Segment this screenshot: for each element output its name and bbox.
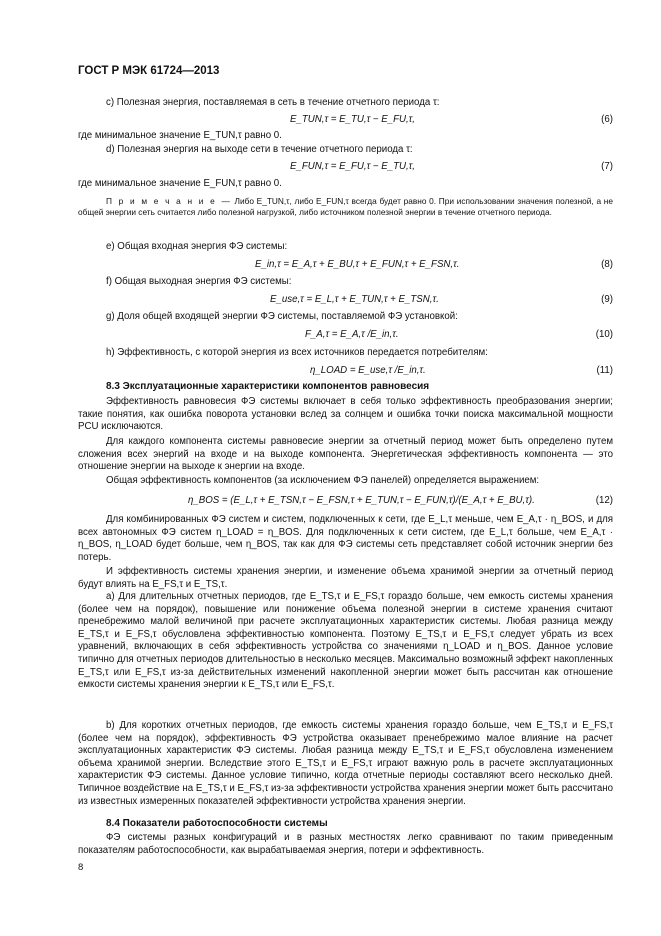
page-number: 8 xyxy=(78,862,84,873)
note xyxy=(78,196,613,218)
equation-6: E_TUN,τ = E_TU,τ − E_FU,τ, xyxy=(290,114,416,125)
note-text: Либо E_TUN,τ, либо E_FUN,τ всегда будет равно 0. При использовании значения полезной, а не общей энергии сеть считается либо полезной нагрузкой, либо источником полезной энергии в течение отчетного периода. xyxy=(78,196,613,217)
paragraph-5: И эффективность системы хранения энергии, и изменение объема хранимой энергии за отчетный период будут влиять на E_FS,τ и E_TS,τ. xyxy=(78,566,613,590)
where-7: где минимальное значение E_FUN,τ равно 0. xyxy=(78,178,282,189)
paragraph-8: ФЭ системы разных конфигураций и в разных местностях легко сравнивают по таким приведенным показателям работоспособности, как вырабатываемая энергия, потери и эффективность. xyxy=(78,832,613,856)
equation-9-number: (9) xyxy=(601,294,613,305)
item-e: e) Общая входная энергия ФЭ системы: xyxy=(106,241,288,252)
item-c: c) Полезная энергия, поставляемая в сеть в течение отчетного периода τ: xyxy=(106,97,440,108)
equation-8: E_in,τ = E_A,τ + E_BU,τ + E_FUN,τ + E_FSN,τ. xyxy=(255,259,460,270)
note-label: П р и м е ч а н и е — xyxy=(106,196,232,206)
equation-6-number: (6) xyxy=(601,114,613,125)
paragraph-7: b) Для коротких отчетных периодов, где емкость системы хранения гораздо больше, чем E_TS,τ и E_FS,τ (более чем на порядок), эффективность ФЭ устройства оказывает пренебрежимо малое влияние на расчет эксплуатационных характеристик ФЭ системы. Любая разница между E_TS,τ и E_FS,τ обусловлена изменением объема хранимой энергии. Вследствие этого E_TS,τ и E_FS,τ играют важную роль в расчете эксплуатационных характеристик ФЭ системы. Данное условие типично, когда отчетные периоды составляют всего несколько дней. Типичное воздействие на E_TS,τ и E_FS,τ из-за эффективности устройства хранения энергии может быть рассчитано из известных измеренных показателей эффективности устройства хранения энергии. xyxy=(78,720,613,807)
equation-7: E_FUN,τ = E_FU,τ − E_TU,τ, xyxy=(290,161,416,172)
paragraph-6: a) Для длительных отчетных периодов, где E_TS,τ и E_FS,τ гораздо больше, чем емкость системы хранения (более чем на порядок), повышение или понижение объема полезной энергии в системе хранения считают пренебрежимо малой величиной при расчете эксплуатационных характеристик системы. Любая разница между E_TS,τ и E_FS,τ обусловлена эффективностью компонента. Поэтому E_TS,τ и E_FS,τ следует убрать из всех уравнений, включающих в себя эффективность устройства со значениями η_LOAD и η_BOS. Данное условие типично для отчетных периодов длительностью в несколько месяцев. Максимально возможный эффект накопленных E_TS,τ или E_FS,τ из-за действительных изменений накопленной энергии может быть рассчитан как отношение емкости системы хранения энергии к E_TS,τ или E_FS,τ. xyxy=(78,591,613,691)
item-f: f) Общая выходная энергия ФЭ системы: xyxy=(106,276,292,287)
equation-10-number: (10) xyxy=(595,329,613,340)
section-8-3-title: 8.3 Эксплуатационные характеристики компонентов равновесия xyxy=(106,381,430,392)
page-header: ГОСТ Р МЭК 61724—2013 xyxy=(78,65,220,77)
equation-12: η_BOS = (E_L,τ + E_TSN,τ − E_FSN,τ + E_TUN,τ − E_FUN,τ)/(E_A,τ + E_BU,τ). xyxy=(188,495,535,506)
equation-10: F_A,τ = E_A,τ /E_in,τ. xyxy=(305,329,399,340)
paragraph-3: Общая эффективность компонентов (за исключением ФЭ панелей) определяется выражением: xyxy=(106,475,540,486)
equation-7-number: (7) xyxy=(601,161,613,172)
item-d: d) Полезная энергия на выходе сети в течение отчетного периода τ: xyxy=(106,144,413,155)
section-8-4-title: 8.4 Показатели работоспособности системы xyxy=(106,818,328,829)
equation-12-number: (12) xyxy=(595,495,613,506)
equation-8-number: (8) xyxy=(601,259,613,270)
equation-11-number: (11) xyxy=(596,365,613,376)
equation-11: η_LOAD = E_use,τ /E_in,τ. xyxy=(310,365,426,376)
where-6: где минимальное значение E_TUN,τ равно 0. xyxy=(78,130,282,141)
item-h: h) Эффективность, с которой энергия из всех источников передается потребителям: xyxy=(106,347,488,358)
paragraph-1: Эффективность равновесия ФЭ системы включает в себя только эффективность преобразования энергии; такие понятия, как ошибка поворота установки вслед за солнцем и ошибка точки поиска максимальной мощности PCU исключаются. xyxy=(78,396,613,433)
item-g: g) Доля общей входящей энергии ФЭ системы, поставляемой ФЭ установкой: xyxy=(106,311,458,322)
equation-9: E_use,τ = E_L,τ + E_TUN,τ + E_TSN,τ. xyxy=(270,294,439,305)
paragraph-4: Для комбинированных ФЭ систем и систем, подключенных к сети, где E_L,τ меньше, чем E_A,τ · η_BOS, и для всех автономных ФЭ систем η_LOAD = η_BOS. Для подключенных к сети систем, где E_L,τ больше, чем E_A,τ · η_BOS, η_LOAD будет больше, чем η_BOS, так как для ФЭ системы сеть представляет собой источник энергии без потерь. xyxy=(78,514,613,563)
paragraph-2: Для каждого компонента системы равновесие энергии за отчетный период может быть определено путем сложения всех энергий на входе и на выходе компонента. Энергетическая эффективность компонента — это отношение энергии на выходе к энергии на входе. xyxy=(78,436,613,473)
